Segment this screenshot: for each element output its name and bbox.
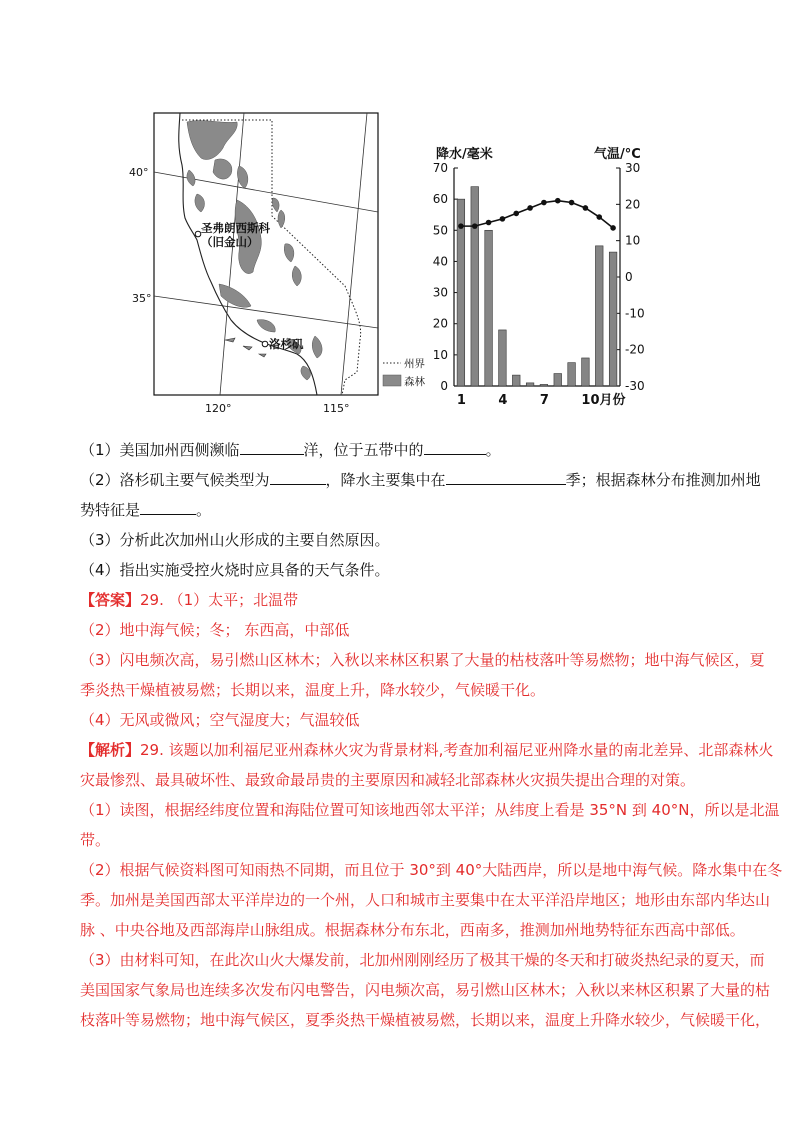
x-tick-label: 1 bbox=[456, 393, 466, 408]
analysis-2-line-2: 季。加州是美国西部太平洋岸边的一个州，人口和城市主要集中在太平洋沿岸地区；地形由东部内华达山 bbox=[80, 891, 771, 909]
precipitation-bar bbox=[526, 383, 534, 386]
analysis-3-line-1: （3）由材料可知，在此次山火大爆发前，北加州刚刚经历了极其干燥的冬天和打破炎热纪录的夏天，而 bbox=[80, 951, 765, 969]
california-map bbox=[127, 110, 397, 430]
left-tick-label: 60 bbox=[432, 192, 448, 207]
answer-2: （2）地中海气候；冬； 东西高，中部低 bbox=[80, 621, 350, 639]
los-angeles-label: 洛杉矶 bbox=[269, 337, 304, 351]
q2-blank-season[interactable] bbox=[446, 466, 566, 485]
answer-1 bbox=[80, 585, 735, 615]
left-tick-label: 30 bbox=[432, 285, 448, 300]
temperature-point bbox=[541, 200, 547, 206]
temperature-point bbox=[458, 223, 464, 229]
legend-state-text: 州界 bbox=[404, 358, 425, 370]
left-tick-label: 20 bbox=[432, 316, 448, 331]
los-angeles-marker bbox=[262, 341, 268, 347]
question-1 bbox=[80, 435, 735, 465]
q1-blank-ocean[interactable] bbox=[240, 436, 304, 455]
answer-1-text: 29. （1）太平；北温带 bbox=[140, 591, 299, 609]
question-3: （3）分析此次加州山火形成的主要自然原因。 bbox=[80, 531, 390, 549]
san-francisco-label: 圣弗朗西斯科 bbox=[201, 221, 270, 235]
analysis-intro-line-2: 灾最惨烈、最具破坏性、最致命最昂贵的主要原因和减轻北部森林火灾损失提出合理的对策。 bbox=[80, 771, 696, 789]
lat-label-40: 40° bbox=[129, 166, 149, 179]
temperature-point bbox=[583, 205, 589, 211]
san-francisco-marker bbox=[195, 231, 201, 237]
precipitation-bar bbox=[485, 230, 493, 386]
chart-axes bbox=[454, 168, 620, 386]
q2-text-a: （2）洛杉矶主要气候类型为 bbox=[80, 471, 270, 489]
analysis-3-line-3: 枝落叶等易燃物；地中海气候区，夏季炎热干燥植被易燃，长期以来，温度上升降水较少，气候暖干化， bbox=[80, 1011, 771, 1029]
analysis-1-line-1: （1）读图，根据经纬度位置和海陆位置可知该地西邻太平洋；从纬度上看是 35°N 到 40°N，所以是北温 bbox=[80, 801, 780, 819]
left-tick-label: 10 bbox=[432, 347, 448, 362]
question-text-block bbox=[80, 435, 783, 1035]
right-tick-label: 30 bbox=[625, 161, 641, 175]
legend-forest-swatch bbox=[383, 375, 401, 386]
lon-label-115: 115° bbox=[323, 402, 350, 415]
q2-blank-terrain[interactable] bbox=[140, 496, 196, 515]
legend-forest-text: 森林 bbox=[404, 376, 425, 388]
analysis-intro-text: 29. 该题以加利福尼亚州森林火灾为背景材料,考查加利福尼亚州降水量的南北差异、北部森林火 bbox=[140, 741, 774, 759]
left-tick-label: 40 bbox=[432, 254, 448, 269]
right-axis-title: 气温/°C bbox=[594, 147, 641, 162]
temperature-point bbox=[555, 198, 561, 204]
answer-tag: 【答案】 bbox=[80, 591, 141, 609]
analysis-3-line-2: 美国国家气象局也连续多次发布闪电警告，闪电频次高，易引燃山区林木；入秋以来林区积累了大量的枯 bbox=[80, 981, 771, 999]
temperature-point bbox=[472, 223, 478, 229]
right-tick-label: -20 bbox=[625, 342, 645, 357]
lat-label-35: 35° bbox=[132, 292, 152, 305]
temperature-point bbox=[513, 211, 519, 217]
left-axis-title: 降水/毫米 bbox=[436, 147, 493, 162]
analysis-2-line-3: 脉 、中央谷地及西部海岸山脉组成。根据森林分布东北，西南多，推测加州地势特征东西高中部低。 bbox=[80, 921, 745, 939]
q2-text-d: 势特征是 bbox=[80, 501, 141, 519]
map-frame bbox=[154, 113, 378, 395]
question-2-cont bbox=[80, 495, 735, 525]
question-4: （4）指出实施受控火烧时应具备的天气条件。 bbox=[80, 561, 390, 579]
temperature-point bbox=[486, 220, 492, 226]
temperature-curve bbox=[461, 201, 613, 228]
temperature-point bbox=[610, 225, 616, 231]
precipitation-bar bbox=[499, 330, 507, 386]
precipitation-bar bbox=[595, 246, 603, 386]
right-tick-label: -30 bbox=[625, 379, 645, 393]
left-tick-label: 0 bbox=[440, 379, 448, 393]
q2-blank-climate[interactable] bbox=[270, 466, 326, 485]
precipitation-bar bbox=[471, 187, 479, 386]
left-tick-label: 50 bbox=[432, 223, 448, 238]
precipitation-bar bbox=[609, 252, 617, 386]
q2-text-c: 季；根据森林分布推测加州地 bbox=[565, 471, 761, 489]
x-tick-label: 10月份 bbox=[581, 393, 626, 408]
q1-text-c: 。 bbox=[485, 441, 501, 459]
precipitation-bar bbox=[582, 358, 590, 386]
right-tick-label: 20 bbox=[625, 197, 641, 212]
lon-label-120: 120° bbox=[205, 402, 232, 415]
temperature-point bbox=[527, 205, 533, 211]
precipitation-bar bbox=[512, 375, 520, 386]
precipitation-bar bbox=[540, 384, 548, 386]
right-tick-label: 0 bbox=[625, 270, 633, 284]
climate-chart bbox=[420, 138, 660, 418]
temperature-point bbox=[500, 216, 506, 222]
precipitation-bar bbox=[554, 374, 562, 386]
temperature-point bbox=[569, 200, 575, 206]
q1-blank-zone[interactable] bbox=[424, 436, 486, 455]
precipitation-bar bbox=[568, 363, 576, 386]
x-tick-label: 7 bbox=[539, 393, 549, 408]
question-2 bbox=[80, 465, 761, 495]
right-tick-label: 10 bbox=[625, 233, 641, 248]
analysis-intro-line-1 bbox=[80, 735, 774, 765]
analysis-tag: 【解析】 bbox=[80, 741, 141, 759]
temperature-line bbox=[458, 198, 616, 231]
q2-text-e: 。 bbox=[196, 501, 212, 519]
precipitation-bars bbox=[457, 187, 617, 386]
san-francisco-label-alt: （旧金山） bbox=[201, 235, 259, 249]
q1-text-a: （1）美国加州西侧濒临 bbox=[80, 441, 240, 459]
analysis-2-line-1: （2）根据气候资料图可知雨热不同期，而且位于 30°到 40°大陆西岸，所以是地中海气候。降水集中在冬 bbox=[80, 861, 783, 879]
left-tick-label: 70 bbox=[432, 161, 448, 175]
x-tick-label: 4 bbox=[498, 393, 508, 408]
answer-3-line-1: （3）闪电频次高，易引燃山区林木；入秋以来林区积累了大量的枯枝落叶等易燃物；地中海气候区，夏 bbox=[80, 651, 765, 669]
temperature-point bbox=[596, 214, 602, 220]
answer-4: （4）无风或微风；空气湿度大；气温较低 bbox=[80, 711, 360, 729]
q1-text-b: 洋，位于五带中的 bbox=[303, 441, 424, 459]
right-tick-label: -10 bbox=[625, 306, 645, 321]
answer-3-line-2: 季炎热干燥植被易燃；长期以来，温度上升，降水较少，气候暖干化。 bbox=[80, 681, 546, 699]
analysis-1-line-2: 带。 bbox=[80, 831, 111, 849]
q2-text-b: ，降水主要集中在 bbox=[325, 471, 446, 489]
